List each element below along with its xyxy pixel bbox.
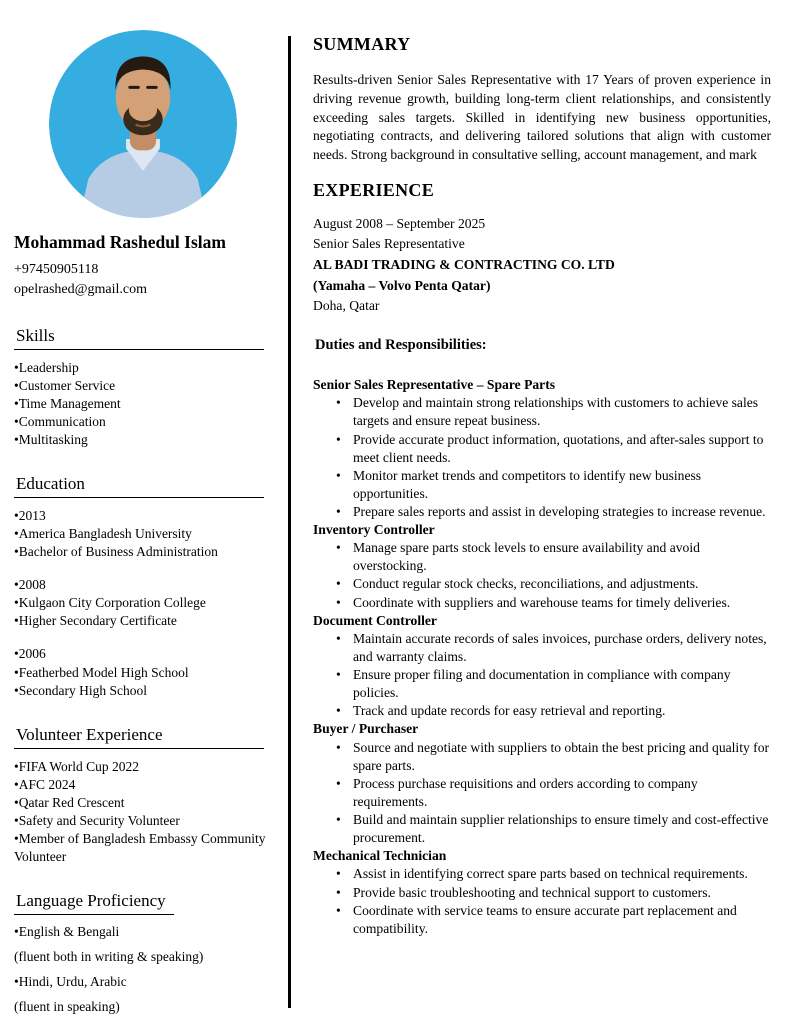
languages-heading: Language Proficiency [14,891,174,915]
skill-item: • Multitasking [14,431,272,449]
education-item: • 2008 [14,576,272,594]
profile-photo [49,30,237,218]
experience-period: August 2008 – September 2025 [313,215,486,231]
role-bullet: • Develop and maintain strong relationships with customers to achieve sales targets and ensure repeat business. [331,394,771,430]
education-list [14,507,272,700]
skill-item: • Time Management [14,395,272,413]
role-bullet: • Build and maintain supplier relationships to ensure timely and cost-effective procurement. [331,811,771,847]
role-bullet: • Coordinate with suppliers and warehouse teams for timely deliveries. [331,594,771,612]
role-bullet: • Maintain accurate records of sales invoices, purchase orders, delivery notes, and warranty claims. [331,630,771,666]
person-portrait-icon [49,30,237,218]
volunteer-heading: Volunteer Experience [14,725,264,749]
education-group [14,576,272,630]
education-item: • Featherbed Model High School [14,664,272,682]
skills-list [14,359,272,449]
phone-number: +97450905118 [14,262,99,277]
role-title: Buyer / Purchaser [313,721,419,737]
role-bullet-list [331,865,771,937]
contact-block [14,260,272,301]
education-item: • Secondary High School [14,682,272,700]
email-address: opelrashed@gmail.com [14,282,148,298]
role-bullet: • Conduct regular stock checks, reconciliations, and adjustments. [331,575,771,593]
experience-heading: EXPERIENCE [313,179,435,200]
volunteer-list [14,758,272,866]
main-content [291,0,791,1024]
skill-item: • Leadership [14,359,272,377]
role-bullet-list [331,394,771,521]
role-bullet: • Manage spare parts stock levels to ensure availability and avoid overstocking. [331,539,771,575]
language-entry: • English & Bengali [14,924,272,940]
experience-meta [313,214,771,317]
role-bullet-list [331,739,771,847]
education-item: • Higher Secondary Certificate [14,612,272,630]
role-bullet: • Provide accurate product information, quotations, and after-sales support to meet client needs. [331,431,771,467]
role-section [313,720,771,847]
education-item: • Bachelor of Business Administration [14,543,272,561]
education-item: • 2006 [14,645,272,663]
role-section [313,612,771,721]
education-group [14,645,272,699]
role-section [313,847,771,938]
skill-item: • Customer Service [14,377,272,395]
role-bullet: • Process purchase requisitions and orders according to company requirements. [331,775,771,811]
experience-job-title: Senior Sales Representative [313,236,465,252]
role-bullet: • Ensure proper filing and documentation in compliance with company policies. [331,666,771,702]
education-item: • Kulgaon City Corporation College [14,594,272,612]
volunteer-item: • Qatar Red Crescent [14,794,272,812]
volunteer-item: • FIFA World Cup 2022 [14,758,272,776]
person-name: Mohammad Rashedul Islam [14,232,226,252]
volunteer-item: • Member of Bangladesh Embassy Community Volunteer [14,830,272,866]
role-title: Inventory Controller [313,521,435,537]
role-bullet: • Assist in identifying correct spare parts based on technical requirements. [331,865,771,883]
language-fluency: (fluent in speaking) [14,999,120,1015]
volunteer-item: • Safety and Security Volunteer [14,812,272,830]
volunteer-item: • AFC 2024 [14,776,272,794]
role-bullet: • Source and negotiate with suppliers to obtain the best pricing and quality for spare parts. [331,739,771,775]
roles-container [313,376,771,938]
experience-company: AL BADI TRADING & CONTRACTING CO. LTD [313,257,615,273]
role-bullet: • Monitor market trends and competitors to identify new business opportunities. [331,467,771,503]
education-item: • America Bangladesh University [14,525,272,543]
summary-paragraph: Results-driven Senior Sales Representative with 17 Years of proven experience in driving revenue growth, building long-term client relationships, and consistently exceeding sales targets. Skilled in identifying new business opportunities, negotiating contracts, and delivering tailored solutions that align with customer needs. Strong background in consultative selling, account management, and mark [313,72,771,162]
role-bullet-list [331,630,771,720]
role-title: Senior Sales Representative – Spare Parts [313,377,556,393]
language-fluency: (fluent both in writing & speaking) [14,949,204,965]
experience-location: Doha, Qatar [313,298,380,314]
education-heading: Education [14,474,264,498]
language-entry: • Hindi, Urdu, Arabic [14,974,272,990]
role-bullet: • Track and update records for easy retrieval and reporting. [331,702,771,720]
role-title: Document Controller [313,612,437,628]
duties-heading: Duties and Responsibilities: [315,337,487,354]
experience-brand: (Yamaha – Volvo Penta Qatar) [313,277,491,293]
role-bullet: • Provide basic troubleshooting and technical support to customers. [331,884,771,902]
education-group [14,507,272,561]
role-bullet-list [331,539,771,611]
education-item: • 2013 [14,507,272,525]
skills-heading: Skills [14,326,264,350]
sidebar [0,0,288,1024]
summary-heading: SUMMARY [313,34,411,54]
role-bullet: • Prepare sales reports and assist in developing strategies to increase revenue. [331,503,771,521]
skill-item: • Communication [14,413,272,431]
languages-list [14,924,272,1015]
role-title: Mechanical Technician [313,848,447,864]
role-section [313,376,771,521]
role-bullet: • Coordinate with service teams to ensure accurate part replacement and compatibility. [331,902,771,938]
role-section [313,521,771,612]
